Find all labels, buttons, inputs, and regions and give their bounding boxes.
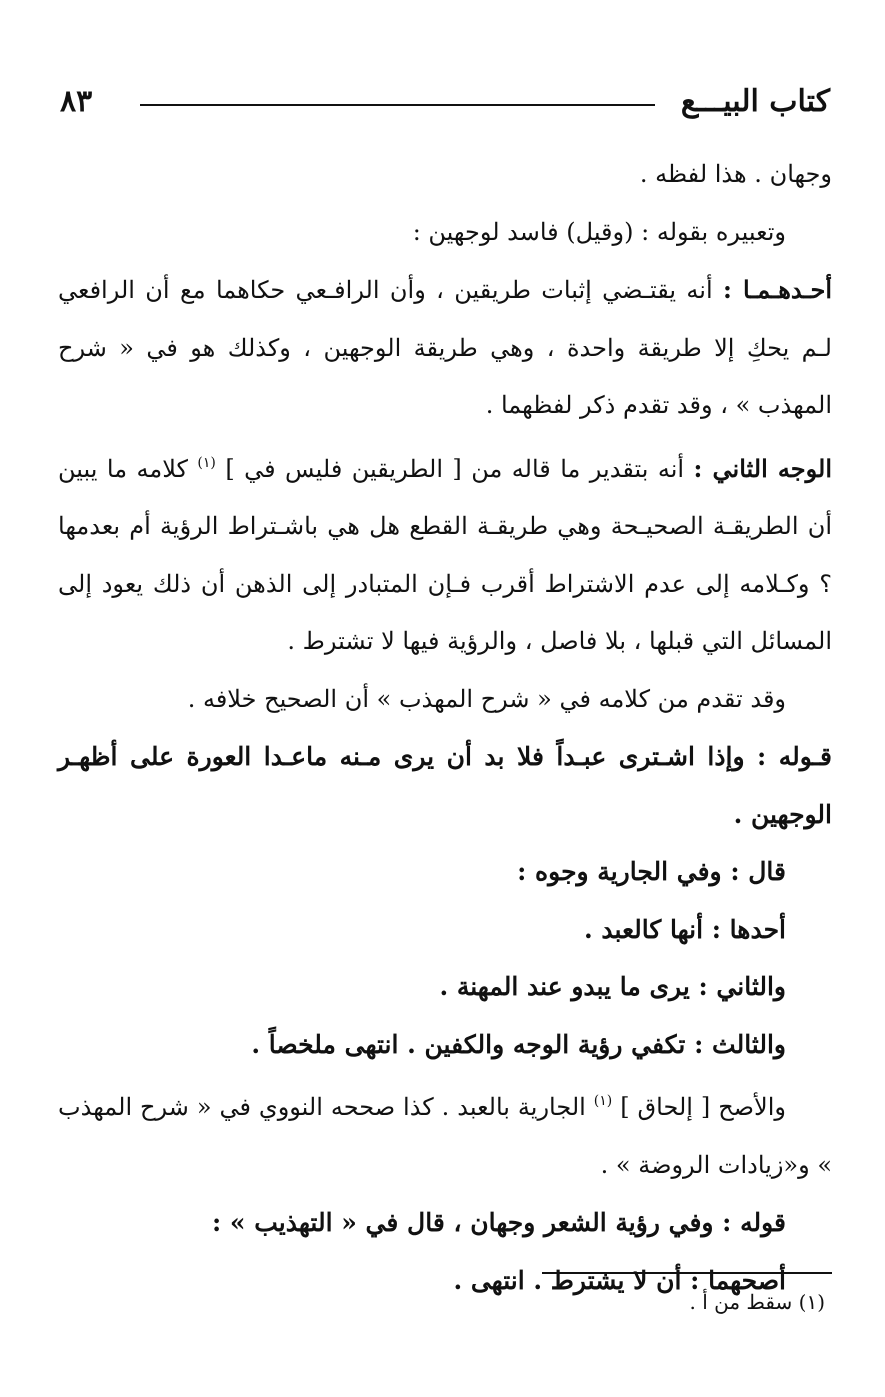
header-rule (140, 104, 655, 106)
main-text (58, 146, 832, 1309)
paragraph-lead: أحـدهـمـا : (723, 275, 832, 304)
paragraph-4: الوجه الثاني : أنه بتقدير ما قاله من [ الطريقين فليس في ] $^{(١)}$ كلامه ما يبين أن الطريقـة الصحيـحة وهي طريقـة القطع هل هي باشـتراط الرؤية أم بعدمها ؟ وكـلامه إلى عدم الاشتراط أقرب فـإن المتبادر إلى الذهن أن ذلك يعود إلى المسائل التي قبلها ، بلا فاصل ، والرؤية فيها لا تشترط . (58, 453, 832, 655)
running-title: كتاب البيـــع (680, 84, 830, 119)
paragraph-13: أصحهما : أن لا يشترط . انتهى . (453, 1265, 786, 1295)
footnote-reference: (١) (197, 454, 216, 471)
footnote-rule (542, 1272, 832, 1274)
paragraph-9: والثاني : يرى ما يبدو عند المهنة . (439, 972, 786, 1001)
paragraph-lead: الوجه الثاني : (693, 453, 832, 483)
paragraph-5: وقد تقدم من كلامه في « شرح المهذب » أن الصحيح خلافه . (187, 684, 786, 713)
paragraph-8: أحدها : أنها كالعبد . (584, 914, 786, 944)
paragraph-7: قال : وفي الجارية وجوه : (517, 857, 786, 886)
paragraph-6: قـوله : وإذا اشـترى عبـداً فلا بد أن يرى مـنه ماعـدا العورة على أظهـر الوجهين . (58, 742, 832, 829)
footnote: (١) سقط من أ . (689, 1290, 825, 1314)
paragraph-10: والثالث : تكفي رؤية الوجه والكفين . انتهى ملخصاً . (251, 1029, 786, 1059)
paragraph-1: وجهان . هذا لفظه . (639, 160, 832, 188)
page-number: ٨٣ (60, 84, 93, 119)
footnote-reference: (١) (593, 1093, 613, 1109)
page-header (60, 82, 830, 132)
paragraph-2: وتعبيره بقوله : (وقيل) فاسد لوجهين : (412, 217, 786, 246)
paragraph-3: أحـدهـمـا : أنه يقتـضي إثبات طريقين ، وأن الرافـعي حكاهما مع أن الرافعي لـم يحكِ إلا طريقة واحدة ، وهي طريقة الوجهين ، وكذلك هو في « شرح المهذب » ، وقد تقدم ذكر لفظهما . (58, 275, 832, 419)
paragraph-11: والأصح [ إلحاق ] $^{(١)}$ الجارية بالعبد . كذا صححه النووي في « شرح المهذب » و«زيادات الروضة » . (58, 1093, 832, 1179)
paragraph-12: قوله : وفي رؤية الشعر وجهان ، قال في « التهذيب » : (212, 1208, 786, 1237)
